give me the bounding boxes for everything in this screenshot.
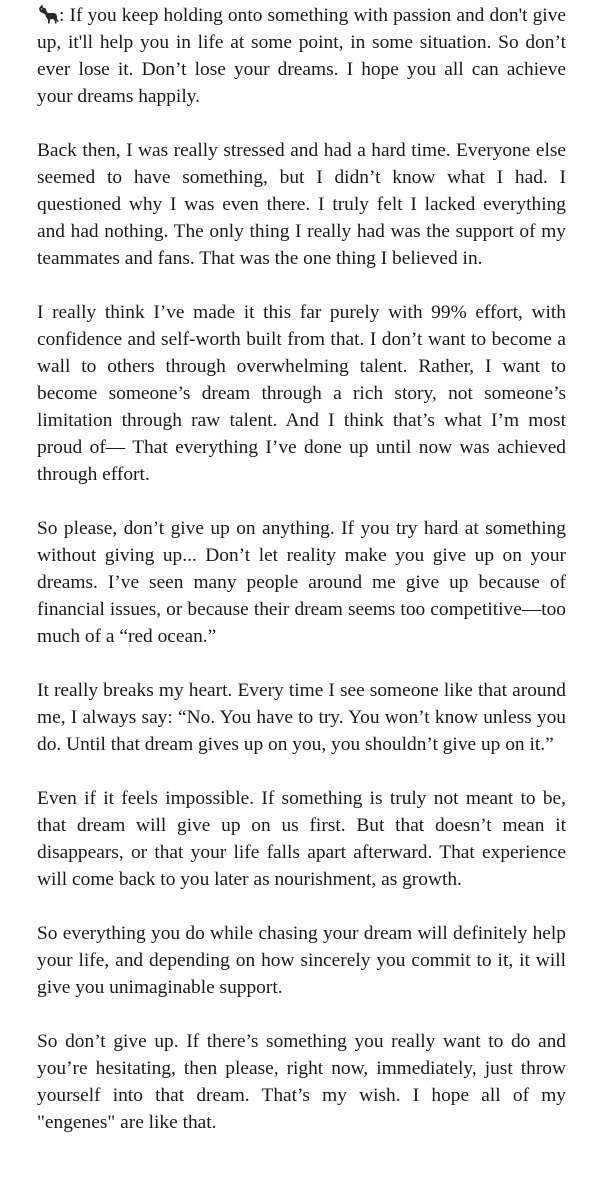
paragraph-gap [37,650,566,677]
paragraph-gap [37,1001,566,1028]
paragraph-gap [37,488,566,515]
paragraph-6: Even if it feels impossible. If something is truly not meant to be, that dream will give up on us first. But that doesn’t mean it disappears, or that your life falls apart afterward. That experience will come back to you later as nourishment, as growth. [37,788,566,890]
paragraph-gap [37,758,566,785]
paragraph-8: So don’t give up. If there’s something you really want to do and you’re hesitating, then please, right now, immediately, just throw yourself into that dream. That’s my wish. I hope all of my "engenes" are like that. [37,1031,566,1133]
paragraph-gap [37,110,566,137]
paragraph-3: I really think I’ve made it this far purely with 99% effort, with confidence and self-worth built from that. I don’t want to become a wall to others through overwhelming talent. Rather, I want to become someone’s dream through a rich story, not someone’s limitation through raw talent. And I think that’s what I’m most proud of— That everything I’ve done up until now was achieved through effort. [37,302,566,485]
paragraph-gap [37,893,566,920]
paragraph-5: It really breaks my heart. Every time I see someone like that around me, I always say: “No. You have to try. You won’t know unless you do. Until that dream gives up on you, you shouldn’t give up on it.” [37,680,566,755]
paragraph-4: So please, don’t give up on anything. If you try hard at something without giving up... Don’t let reality make you give up on your dreams. I’ve seen many people around me give up because of financial issues, or because their dream seems too competitive—too much of a “red ocean.” [37,518,566,647]
paragraph-7: So everything you do while chasing your dream will definitely help your life, and depending on how sincerely you commit to it, it will give you unimaginable support. [37,923,566,998]
paragraph-gap [37,272,566,299]
black-cat-icon [37,4,59,24]
paragraph-1-text: : If you keep holding onto something with passion and don't give up, it'll help you in life at some point, in some situation. So don’t ever lose it. Don’t lose your dreams. I hope you all can achieve your dreams happily. [37,5,566,107]
paragraph-1 [37,0,566,110]
paragraph-2: Back then, I was really stressed and had a hard time. Everyone else seemed to have something, but I didn’t know what I had. I questioned why I was even there. I truly felt I lacked everything and had nothing. The only thing I really had was the support of my teammates and fans. That was the one thing I believed in. [37,140,566,269]
